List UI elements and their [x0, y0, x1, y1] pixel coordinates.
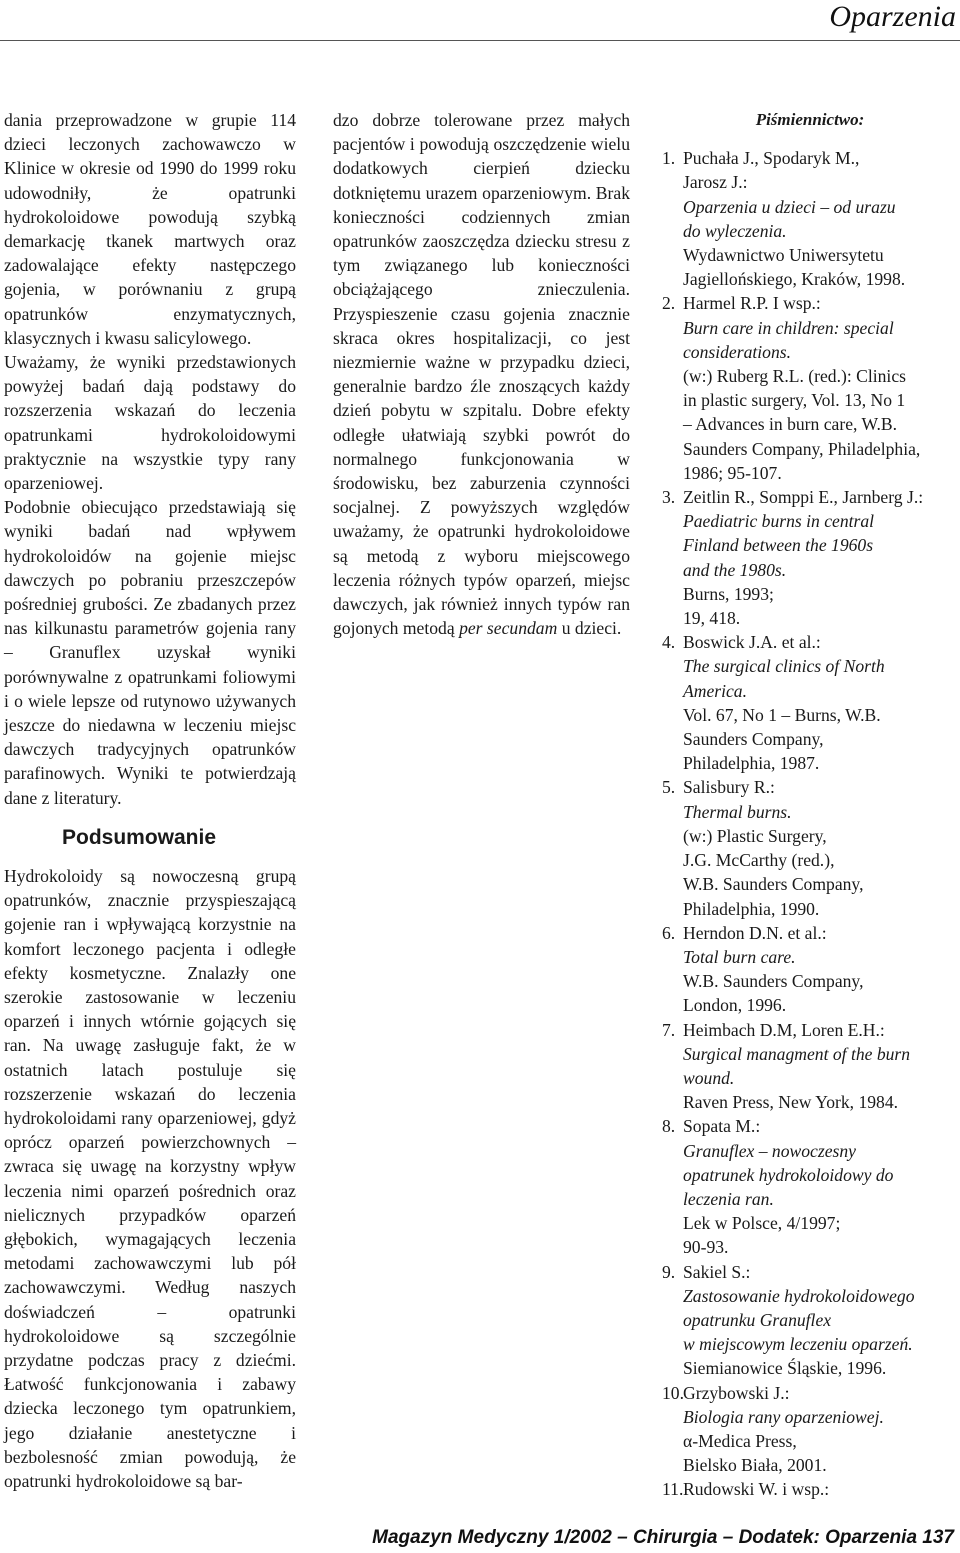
reference-title: Biologia rany oparzeniowej. — [683, 1406, 884, 1427]
reference-title: The surgical clinics of North — [683, 656, 885, 677]
paragraph-text: dzo dobrze tolerowane przez małych pacjentów i powodują oszczędzenie wielu dodatkowych cierpień dziecku dotkniętemu urazem oparzeniowym. Brak konieczności codziennych zmian opatrunków zaoszczędza dziecku stresu z tym związanego lub konieczności obciążającego znieczulenia. Przyspieszenie czasu gojenia znacznie skraca okres hospitalizacji, co jest niezmiernie ważne w przypadku dzieci, generalnie bardzo źle znoszących każdy dzień pobytu w szpitalu. Dobre efekty odległe ułatwiają szybki powrót do normalnego funkcjonowania w środowisku, bez zaburzenia czynności socjalnej. Z powyższych względów uważamy, że opatrunki hydrokoloidowe są metodą z wyboru miejscowego leczenia różnych typów oparzeń, miejsc dawczych, jak również innych typów ran gojonych metodą — [333, 110, 630, 639]
reference-title: Granuflex – nowoczesny — [683, 1140, 856, 1161]
reference-source: J.G. McCarthy (red.), — [683, 850, 835, 871]
reference-title: America. — [683, 680, 748, 701]
reference-item — [662, 775, 958, 920]
reference-title: opatrunku Granuflex — [683, 1309, 832, 1330]
reference-source: W.B. Saunders Company, — [683, 971, 864, 992]
reference-title: leczenia ran. — [683, 1188, 774, 1209]
reference-source: (w:) Ruberg R.L. (red.): Clinics — [683, 366, 906, 387]
reference-source: Wydawnictwo Uniwersytetu — [683, 245, 884, 266]
body-paragraph — [333, 108, 630, 640]
reference-authors: Jarosz J.: — [683, 172, 748, 193]
reference-item — [662, 630, 958, 775]
reference-source: Burns, 1993; — [683, 583, 774, 604]
page-section-title: Oparzenia — [829, 0, 956, 33]
reference-item — [662, 1114, 958, 1259]
reference-authors: Rudowski W. i wsp.: — [683, 1479, 830, 1500]
reference-source: Bielsko Biała, 2001. — [683, 1455, 827, 1476]
reference-item — [662, 921, 958, 1018]
reference-source: Lek w Polsce, 4/1997; — [683, 1213, 841, 1234]
reference-number: 5. — [662, 777, 676, 798]
column-middle — [333, 108, 630, 640]
reference-item — [662, 1260, 958, 1381]
reference-source: 90-93. — [683, 1237, 729, 1258]
reference-item — [662, 146, 958, 291]
reference-authors: Heimbach D.M, Loren E.H.: — [683, 1019, 885, 1040]
reference-source: Vol. 67, No 1 – Burns, W.B. — [683, 704, 881, 725]
reference-number: 3. — [662, 487, 676, 508]
reference-authors: Zeitlin R., Somppi E., Jarnberg J.: — [683, 487, 924, 508]
header-rule — [0, 40, 960, 41]
reference-number: 2. — [662, 293, 676, 314]
reference-item — [662, 1381, 958, 1478]
body-paragraph: Podobnie obiecująco przedstawiają się wyniki badań nad wpływem hydrokoloidów na gojenie miejsc dawczych po pobraniu przeszczepów pośredniej grubości. Ze zbadanych przez nas kilkunastu parametrów gojenia rany – Granuflex uzyskał wyniki porównywalne z opatrunkami foliowymi i o wiele lepsze od rutynowo używanych jeszcze do niedawna w leczeniu miejsc dawczych tradycyjnych opatrunków parafinowych. Wyniki te potwierdzają dane z literatury. — [4, 497, 296, 808]
latin-phrase: per secundam — [459, 618, 558, 639]
reference-authors: Herndon D.N. et al.: — [683, 922, 827, 943]
reference-source: Saunders Company, Philadelphia, — [683, 438, 921, 459]
references-heading: Piśmiennictwo: — [755, 110, 865, 129]
reference-item — [662, 1018, 958, 1115]
reference-authors: Puchała J., Spodaryk M., — [683, 148, 860, 169]
reference-title: Zastosowanie hydrokoloidowego — [683, 1285, 915, 1306]
reference-title: considerations. — [683, 341, 792, 362]
reference-number: 1. — [662, 148, 676, 169]
reference-source: 1986; 95-107. — [683, 462, 782, 483]
reference-number: 9. — [662, 1261, 676, 1282]
reference-authors: Sakiel S.: — [683, 1261, 751, 1282]
body-paragraph: dania przeprowadzone w grupie 114 dzieci leczonych zachowawczo w Klinice w okresie od 1990 do 1999 roku udowodniły, że opatrunki hydrokoloidowe powodują szybką demarkację tkanek martwych oraz zadowalające efekty następczego gojenia, w porównaniu z grupą opatrunków enzymatycznych, klasycznych i kwasu salicylowego. — [4, 110, 296, 348]
reference-source: Raven Press, New York, 1984. — [683, 1092, 899, 1113]
reference-source: – Advances in burn care, W.B. — [683, 414, 898, 435]
reference-number: 6. — [662, 922, 676, 943]
reference-authors: Harmel R.P. I wsp.: — [683, 293, 821, 314]
paragraph-text-end: u dzieci. — [557, 618, 622, 639]
reference-source: Philadelphia, 1990. — [683, 898, 820, 919]
reference-authors: Sopata M.: — [683, 1116, 761, 1137]
reference-item — [662, 291, 958, 485]
reference-source: α-Medica Press, — [683, 1430, 797, 1451]
reference-title: Total burn care. — [683, 946, 796, 967]
reference-source: Saunders Company, — [683, 729, 824, 750]
reference-title: Burn care in children: special — [683, 317, 894, 338]
reference-title: wound. — [683, 1067, 735, 1088]
reference-source: 19, 418. — [683, 608, 741, 629]
reference-source: London, 1996. — [683, 995, 787, 1016]
reference-source: Jagiellońskiego, Kraków, 1998. — [683, 269, 906, 290]
reference-source: in plastic surgery, Vol. 13, No 1 — [683, 390, 906, 411]
reference-title: and the 1980s. — [683, 559, 787, 580]
reference-title: Oparzenia u dzieci – od urazu — [683, 196, 896, 217]
reference-number: 4. — [662, 632, 676, 653]
reference-title: do wyleczenia. — [683, 220, 787, 241]
reference-number: 11. — [662, 1479, 684, 1500]
summary-paragraph: Hydrokoloidy są nowoczesną grupą opatrunków, znacznie przyspieszającą gojenie ran i wpływającą korzystnie na komfort leczonego pacjenta i odległe efekty kosmetyczne. Znalazły one szerokie zastosowanie w leczeniu oparzeń i innych wtórnie gojących się ran. Na uwagę zasługuje fakt, że w ostatnich latach postuluje się rozszerzenie wskazań do leczenia hydrokoloidami rany oparzeniowej, gdyż oprócz oparzeń powierzchownych – zwraca się uwagę na korzystny wpływ leczenia nimi oparzeń pośrednich oraz nielicznych przypadków oparzeń głębokich, wymagających leczenia metodami zachowawczymi lub pół zachowawczymi. Według naszych doświadczeń – opatrunki hydrokoloidowe są szczególnie przydatne podczas pracy z dziećmi. Łatwość funkcjonowania i zabawy dziecka leczonego tym opatrunkiem, jego działanie anestetyczne i bezbolesność zmian powodują, że opatrunki hydrokoloidowe są bar- — [4, 865, 296, 1491]
reference-title: Surgical managment of the burn — [683, 1043, 911, 1064]
reference-source: Philadelphia, 1987. — [683, 753, 820, 774]
references-list — [662, 146, 958, 1501]
reference-number: 7. — [662, 1019, 676, 1040]
header-band — [0, 0, 960, 34]
reference-number: 8. — [662, 1116, 676, 1137]
reference-title: opatrunek hydrokoloidowy do — [683, 1164, 894, 1185]
reference-source: Siemianowice Śląskie, 1996. — [683, 1358, 887, 1379]
reference-authors: Grzybowski J.: — [683, 1382, 790, 1403]
reference-item — [662, 485, 958, 630]
reference-item — [662, 1477, 958, 1501]
reference-title: Finland between the 1960s — [683, 535, 874, 556]
section-heading: Podsumowanie — [62, 825, 217, 849]
reference-title: Paediatric burns in central — [683, 511, 875, 532]
reference-title: Thermal burns. — [683, 801, 792, 822]
reference-authors: Salisbury R.: — [683, 777, 775, 798]
reference-title: w miejscowym leczeniu oparzeń. — [683, 1334, 913, 1355]
reference-number: 10. — [662, 1382, 684, 1403]
body-paragraph: Uważamy, że wyniki przedstawionych powyżej badań dają podstawy do rozszerzenia wskazań do leczenia opatrunkami hydrokoloidowymi praktycznie na wszystkie typy rany oparzeniowej. — [4, 352, 296, 494]
page-footer: Magazyn Medyczny 1/2002 – Chirurgia – Dodatek: Oparzenia 137 — [372, 1527, 954, 1548]
column-references — [662, 108, 958, 1502]
column-left — [4, 108, 296, 1493]
reference-source: W.B. Saunders Company, — [683, 874, 864, 895]
reference-source: (w:) Plastic Surgery, — [683, 825, 827, 846]
reference-authors: Boswick J.A. et al.: — [683, 632, 821, 653]
